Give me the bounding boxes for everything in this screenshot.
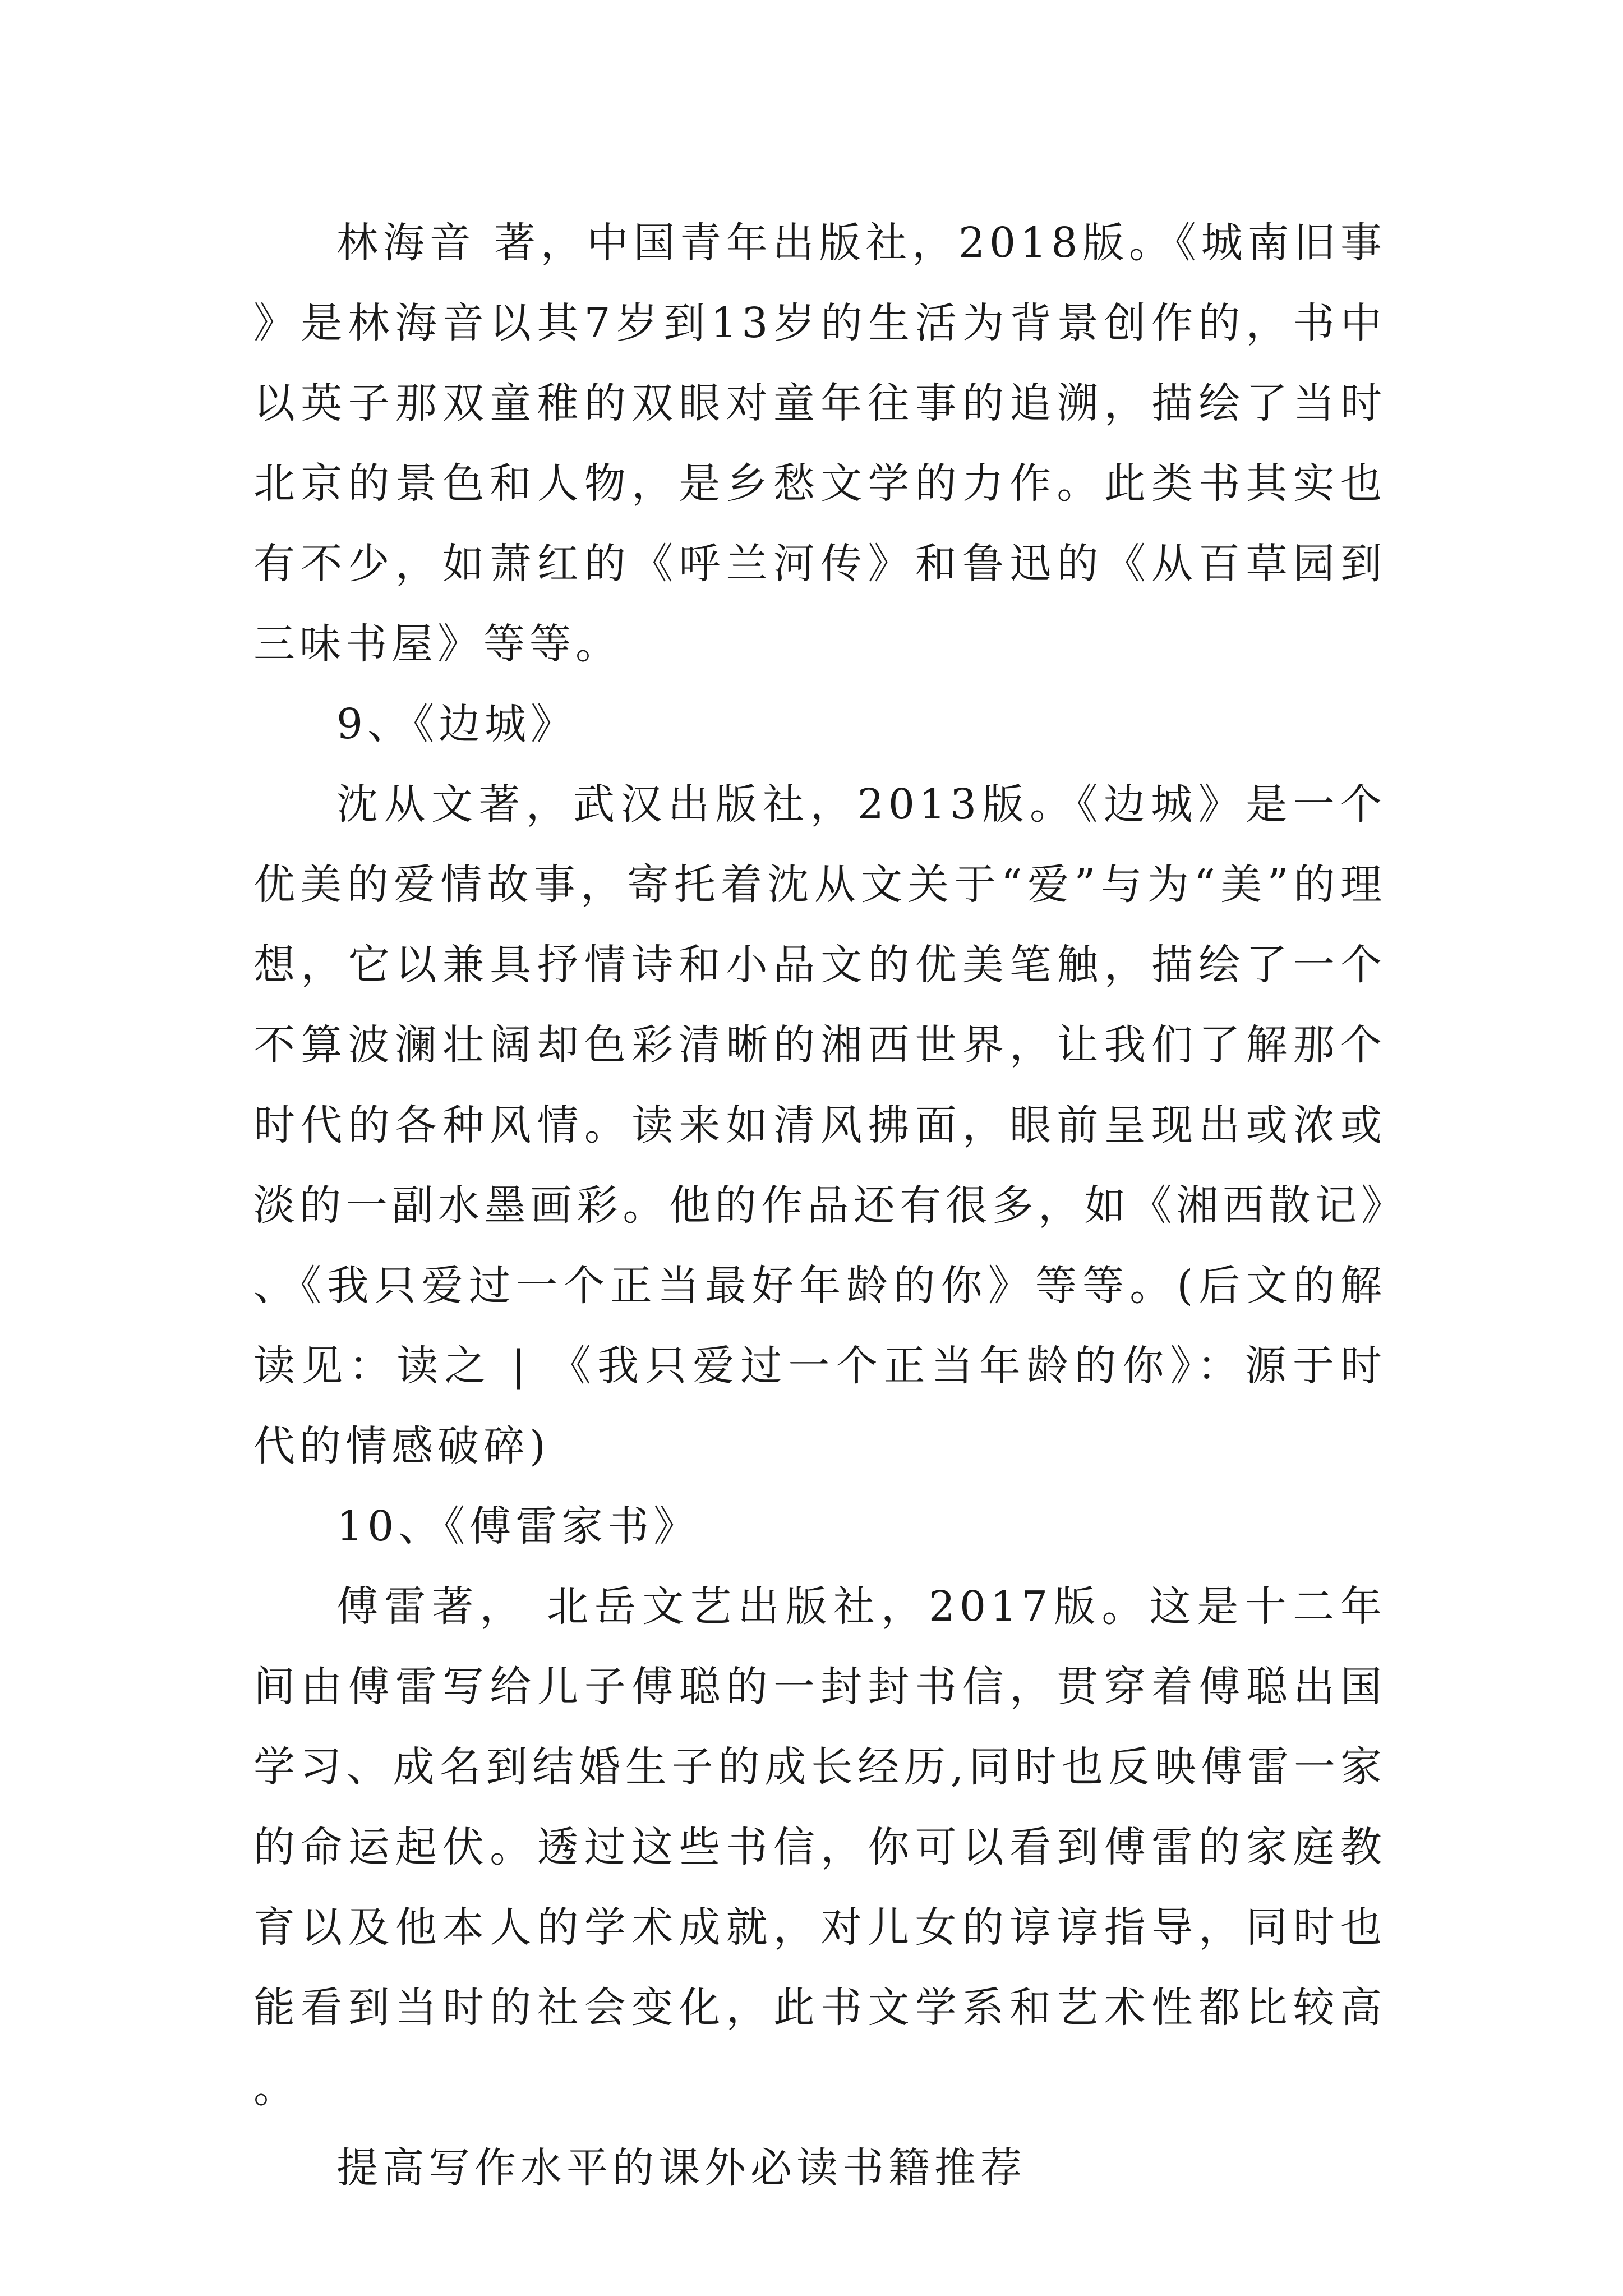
- heading-fulei-jiashu: 10、《傅雷家书》: [336, 1502, 700, 1550]
- paragraph-fulei-jiashu: 傅雷著， 北岳文艺出版社，2017版。这是十二年间由傅雷写给儿子傅聪的一封封书信，贯穿着傅聪出国学习、成名到结婚生子的成长经历,同时也反映傅雷一家的命运起伏。透过这些书信，你可以看到傅雷的家庭教育以及他本人的学术成就，对儿女的谆谆指导，同时也能看到当时的社会变化，此书文学系和艺术性都比较高。: [253, 1582, 1386, 2112]
- heading-recommended-books: 提高写作水平的课外必读书籍推荐: [336, 2144, 1026, 2192]
- paragraph-biancheng: 沈从文著，武汉出版社，2013版。《边城》是一个优美的爱情故事，寄托着沈从文关于“爱”与为“美”的理想，它以兼具抒情诗和小品文的优美笔触，描绘了一个不算波澜壮阔却色彩清晰的湘西世界，让我们了解那个时代的各种风情。读来如清风拂面，眼前呈现出或浓或淡的一副水墨画彩。他的作品还有很多，如《湘西散记》、《我只爱过一个正当最好年龄的你》等等。(后文的解读见：读之 | 《我只爱过一个正当年龄的你》：源于时代的情感破碎): [253, 780, 1386, 1470]
- paragraph-chengnan-jiushi: 林海音 著，中国青年出版社，2018版。《城南旧事》是林海音以其7岁到13岁的生活为背景创作的，书中以英子那双童稚的双眼对童年往事的追溯，描绘了当时北京的景色和人物，是乡愁文学的力作。此类书其实也有不少，如萧红的《呼兰河传》和鲁迅的《从百草园到三味书屋》等等。: [253, 219, 1386, 668]
- document-body: [253, 203, 1386, 2208]
- heading-biancheng: 9、《边城》: [336, 700, 577, 748]
